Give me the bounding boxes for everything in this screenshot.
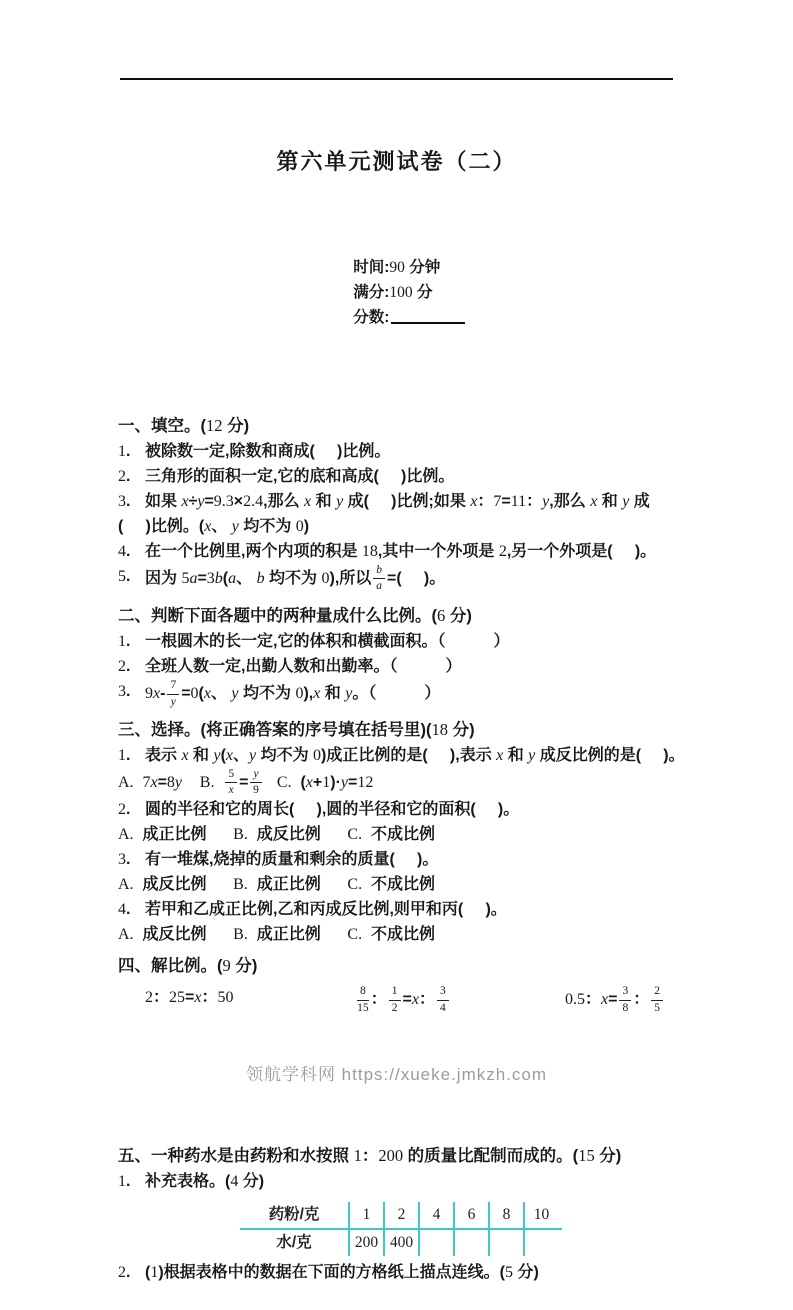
number-text: 1 bbox=[322, 773, 331, 791]
equation: 0.5：x= $\frac{3}{8}$ ： $\frac{2}{5}$ bbox=[565, 985, 665, 1014]
section-heading: 二、判断下面各题中的两种量成什么比例。(6 分) bbox=[118, 606, 472, 626]
question-line bbox=[118, 897, 675, 922]
number-text: 4 bbox=[439, 1001, 446, 1014]
number-text: 4 bbox=[432, 1206, 441, 1224]
question-text: A. 成反比例 B. 成正比例 C. 不成比例 bbox=[118, 876, 435, 894]
question-line bbox=[118, 768, 675, 797]
number-text: 3 bbox=[118, 851, 126, 869]
number-text: 3 bbox=[118, 683, 126, 701]
math-variable: x bbox=[150, 773, 158, 791]
row-header-cell: 药粉/克 bbox=[268, 1206, 320, 1224]
section-heading: 一、填空。(12 分) bbox=[118, 416, 250, 435]
number-text: B. bbox=[233, 826, 248, 844]
number-text: 0 bbox=[313, 746, 322, 764]
number-text: 400 bbox=[389, 1234, 414, 1252]
fraction bbox=[167, 679, 179, 708]
number-text: B. bbox=[199, 773, 215, 791]
equation: $\frac{8}{15}$ ： $\frac{1}{2}$ =x： $\frac{3}{4}$ bbox=[355, 985, 565, 1014]
number-text: 0 bbox=[190, 685, 199, 703]
number-text: 7 bbox=[493, 493, 502, 510]
fraction-numerator bbox=[357, 985, 369, 1000]
number-text: 1 bbox=[391, 985, 398, 998]
fraction bbox=[619, 985, 631, 1014]
section-heading: 五、一种药水是由药粉和水按照 1：200 的质量比配制而成的。(15 分) bbox=[118, 1145, 622, 1165]
question-text: 表示 x 和 y(x、y 均不为 0)成正比例的是( ),表示 x 和 y 成反比例的是( )。 bbox=[145, 746, 685, 764]
number-text: C. bbox=[347, 926, 363, 944]
ratio-table bbox=[240, 1202, 562, 1256]
table-cell bbox=[453, 1202, 488, 1228]
number-text: 2 bbox=[118, 468, 126, 485]
math-variable: y bbox=[622, 493, 630, 510]
number-text: 18 bbox=[431, 719, 448, 739]
number-text: 1 bbox=[118, 1172, 126, 1190]
math-variable: b bbox=[214, 569, 223, 587]
number-text: C. bbox=[276, 773, 292, 791]
number-text: 200 bbox=[378, 1145, 404, 1165]
number-text: 9.3 bbox=[213, 493, 234, 510]
score-blank[interactable] bbox=[391, 322, 465, 324]
number-text: A. bbox=[118, 826, 134, 844]
fraction-numerator bbox=[389, 985, 401, 1000]
question-line bbox=[118, 489, 675, 514]
question-number: 1. bbox=[118, 633, 131, 651]
math-variable: x bbox=[204, 518, 212, 535]
row-header-cell: 水/克 bbox=[276, 1234, 312, 1252]
question-number: 5. bbox=[118, 568, 131, 585]
number-text: 5 bbox=[118, 568, 126, 585]
number-text: 3 bbox=[439, 985, 446, 998]
number-text: A. bbox=[118, 773, 134, 791]
fraction-numerator bbox=[437, 985, 449, 1000]
question-text: 补充表格。(4 分) bbox=[145, 1172, 265, 1190]
fraction-denominator bbox=[167, 695, 179, 709]
blank-fill-cell[interactable] bbox=[488, 1230, 523, 1256]
question-number: 4. bbox=[118, 901, 131, 919]
question-number: 4. bbox=[118, 543, 131, 560]
math-variable: b bbox=[376, 564, 383, 576]
table-cell bbox=[348, 1202, 383, 1228]
math-variable: x bbox=[181, 746, 189, 764]
fraction-denominator bbox=[651, 1001, 663, 1015]
number-text: 2 bbox=[118, 1263, 126, 1281]
table-cell bbox=[418, 1202, 453, 1228]
number-text: 0.5 bbox=[565, 991, 585, 1009]
math-variable: x bbox=[313, 685, 321, 703]
number-text: 5 bbox=[505, 1263, 513, 1281]
math-variable: x bbox=[225, 746, 234, 764]
number-text: B. bbox=[233, 926, 248, 944]
number-text: 2 bbox=[397, 1206, 406, 1224]
question-line bbox=[118, 822, 675, 847]
question-line bbox=[118, 539, 675, 564]
number-text: 2.4 bbox=[243, 493, 264, 510]
number-text: 0 bbox=[321, 569, 330, 587]
number-text: 3 bbox=[622, 985, 629, 998]
math-variable: x bbox=[203, 685, 211, 703]
number-text: 0 bbox=[295, 518, 304, 535]
math-variable: y bbox=[542, 493, 550, 510]
question-number: 1. bbox=[118, 746, 131, 764]
fraction-numerator bbox=[619, 985, 631, 1000]
question-text: ( )比例。(x、 y 均不为 0) bbox=[118, 518, 310, 535]
fraction-numerator bbox=[651, 985, 663, 1000]
blank-fill-cell[interactable] bbox=[453, 1230, 488, 1256]
number-text: 3 bbox=[206, 569, 215, 587]
number-text: 2 bbox=[118, 801, 126, 819]
fraction-denominator bbox=[389, 1001, 401, 1015]
question-sections bbox=[118, 413, 685, 1285]
fraction-numerator bbox=[250, 768, 261, 783]
meta-score-label: 分数: bbox=[353, 309, 390, 326]
section-2 bbox=[118, 603, 675, 708]
number-text: 50 bbox=[217, 989, 234, 1007]
number-text: 11 bbox=[510, 493, 527, 510]
fraction-denominator bbox=[250, 783, 261, 797]
number-text: A. bbox=[118, 926, 134, 944]
question-text: 有一堆煤,烧掉的质量和剩余的质量( )。 bbox=[145, 851, 439, 869]
fraction-numerator bbox=[373, 564, 385, 579]
number-text: 5 bbox=[181, 569, 190, 587]
question-line bbox=[118, 922, 675, 947]
question-number: 3. bbox=[118, 493, 131, 510]
paper-content bbox=[118, 0, 685, 1310]
number-text: 15 bbox=[578, 1145, 595, 1165]
math-variable: y bbox=[174, 773, 183, 791]
blank-fill-cell[interactable] bbox=[523, 1230, 558, 1256]
section-3 bbox=[118, 717, 685, 947]
number-text: C. bbox=[347, 876, 363, 894]
table-cell bbox=[488, 1202, 523, 1228]
proportion-equations bbox=[118, 985, 675, 1014]
question-line bbox=[118, 847, 675, 872]
math-variable: y bbox=[528, 746, 536, 764]
question-number: 2. bbox=[118, 468, 131, 485]
blank-fill-cell[interactable] bbox=[418, 1230, 453, 1256]
question-line bbox=[118, 872, 675, 897]
question-line bbox=[118, 629, 675, 654]
number-text: 1 bbox=[362, 1206, 371, 1224]
math-variable: y bbox=[253, 767, 259, 780]
table-cell bbox=[523, 1202, 558, 1228]
fraction-denominator bbox=[619, 1001, 631, 1015]
fraction bbox=[373, 564, 385, 593]
math-variable: x bbox=[411, 991, 419, 1009]
question-line bbox=[118, 514, 675, 539]
number-text: 1 bbox=[353, 1145, 362, 1165]
number-text: 6 bbox=[437, 606, 446, 626]
question-text: 一根圆木的长一定,它的体积和横截面积。（ ） bbox=[145, 633, 510, 651]
section-4 bbox=[118, 953, 675, 1014]
number-text: 2 bbox=[498, 543, 507, 560]
fraction bbox=[437, 985, 449, 1014]
number-text: 3 bbox=[118, 493, 126, 510]
question-text: 三角形的面积一定,它的底和高成( )比例。 bbox=[145, 468, 455, 485]
number-text: 18 bbox=[361, 543, 378, 560]
fraction bbox=[389, 985, 401, 1014]
number-text: 5 bbox=[654, 1001, 660, 1014]
question-text: 全班人数一定,出勤人数和出勤率。（ ） bbox=[145, 658, 462, 676]
section-heading: 四、解比例。(9 分) bbox=[118, 956, 258, 976]
meta-time: 时间:90 分钟 bbox=[353, 259, 441, 276]
math-variable: y bbox=[231, 518, 239, 535]
question-text: 因为 5a=3b(a、 b 均不为 0),所以 $\frac{b}{a}$ =( )。 bbox=[145, 564, 446, 593]
section-heading: 三、选择。(将正确答案的序号填在括号里)(18 分) bbox=[118, 719, 475, 739]
question-line bbox=[118, 679, 675, 708]
fraction-numerator bbox=[167, 679, 179, 694]
math-variable: x bbox=[228, 784, 234, 797]
fraction-denominator bbox=[357, 1001, 369, 1015]
number-text: 6 bbox=[467, 1206, 476, 1224]
number-text: 4 bbox=[230, 1172, 239, 1190]
number-text: 4 bbox=[118, 901, 126, 919]
math-variable: y bbox=[231, 685, 239, 703]
fraction-denominator bbox=[373, 579, 385, 593]
fraction bbox=[225, 768, 237, 797]
number-text: 1 bbox=[118, 746, 126, 764]
fraction-denominator bbox=[437, 1001, 449, 1015]
question-number: 3. bbox=[118, 851, 131, 869]
math-variable: y bbox=[336, 493, 344, 510]
question-line bbox=[118, 797, 675, 822]
math-variable: x bbox=[181, 493, 189, 510]
math-variable: x bbox=[194, 989, 202, 1007]
question-number: 2. bbox=[118, 1263, 131, 1281]
math-variable: a bbox=[189, 569, 198, 587]
number-text: A. bbox=[118, 876, 134, 894]
question-number: 2. bbox=[118, 801, 131, 819]
exam-meta bbox=[118, 230, 675, 355]
question-line bbox=[118, 564, 675, 593]
math-variable: y bbox=[340, 773, 349, 791]
question-line bbox=[118, 654, 675, 679]
number-text: 2 bbox=[145, 989, 153, 1007]
table-cell bbox=[348, 1230, 383, 1256]
math-variable: y bbox=[197, 493, 205, 510]
question-text: A. 成正比例 B. 成反比例 C. 不成比例 bbox=[118, 826, 435, 844]
math-variable: y bbox=[170, 695, 176, 708]
fraction bbox=[651, 985, 663, 1014]
section-1 bbox=[118, 413, 675, 593]
question-text: 在一个比例里,两个内项的积是 18,其中一个外项是 2,另一个外项是( )。 bbox=[145, 543, 657, 560]
equation: 2：25=x：50 bbox=[145, 989, 234, 1007]
math-variable: y bbox=[213, 746, 221, 764]
number-text: 0 bbox=[295, 685, 304, 703]
number-text: 12 bbox=[206, 416, 223, 435]
math-variable: y bbox=[345, 685, 353, 703]
math-variable: x bbox=[470, 493, 478, 510]
math-variable: x bbox=[305, 773, 313, 791]
table-cell bbox=[383, 1230, 418, 1256]
number-text: 8 bbox=[622, 1001, 629, 1014]
question-line bbox=[118, 464, 675, 489]
math-variable: x bbox=[496, 746, 504, 764]
number-text: 8 bbox=[166, 773, 175, 791]
question-text: 圆的半径和它的周长( ),圆的半径和它的面积( )。 bbox=[145, 801, 520, 819]
number-text: 9 bbox=[253, 784, 259, 797]
number-text: 5 bbox=[228, 767, 235, 780]
number-text: 8 bbox=[502, 1206, 511, 1224]
fraction bbox=[357, 985, 369, 1014]
math-variable: y bbox=[249, 746, 257, 764]
math-variable: x bbox=[590, 493, 598, 510]
number-text: 1 bbox=[118, 633, 126, 651]
question-text: (1)根据表格中的数据在下面的方格纸上描点连线。(5 分) bbox=[145, 1263, 539, 1281]
fraction-numerator bbox=[225, 768, 237, 783]
page-title: 第六单元测试卷（二） bbox=[276, 149, 517, 174]
question-line bbox=[118, 1169, 675, 1194]
number-text: 12 bbox=[357, 773, 374, 791]
number-text: 10 bbox=[533, 1206, 550, 1224]
math-variable: x bbox=[304, 493, 312, 510]
fraction-denominator bbox=[225, 783, 237, 797]
question-number: 1. bbox=[118, 443, 131, 460]
question-line bbox=[118, 439, 675, 464]
table-row-powder bbox=[240, 1202, 562, 1230]
question-text: 若甲和乙成正比例,乙和丙成反比例,则甲和丙( )。 bbox=[145, 901, 507, 919]
question-text: 如果 x÷y=9.3×2.4,那么 x 和 y 成( )比例;如果 x：7=11：y,那么 x 和 y 成 bbox=[145, 493, 650, 510]
number-text: 25 bbox=[169, 989, 186, 1007]
question-number: 3. bbox=[118, 683, 131, 701]
number-text: 100 bbox=[389, 284, 413, 301]
question-line bbox=[118, 743, 685, 768]
question-number: 2. bbox=[118, 658, 131, 676]
number-text: 8 bbox=[360, 985, 366, 998]
math-variable: a bbox=[376, 580, 383, 593]
meta-full-score: 满分:100 分 bbox=[353, 284, 433, 301]
number-text: 4 bbox=[118, 543, 126, 560]
section-5 bbox=[118, 1143, 675, 1285]
question-text: 被除数一定,除数和商成( )比例。 bbox=[145, 443, 391, 460]
math-variable: a bbox=[228, 569, 237, 587]
number-text: 2 bbox=[654, 985, 660, 998]
math-variable: x bbox=[153, 685, 161, 703]
number-text: 200 bbox=[354, 1234, 379, 1252]
table-row-water bbox=[240, 1230, 562, 1256]
number-text: 7 bbox=[142, 773, 151, 791]
question-text: A. 7x=8y B. $\frac{5}{x}$ = $\frac{y}{9}$ C. (x+1)·y=12 bbox=[118, 767, 374, 797]
number-text: 7 bbox=[170, 679, 177, 692]
question-line bbox=[118, 1260, 675, 1285]
number-text: 2 bbox=[118, 658, 126, 676]
question-text: 9x- $\frac{7}{y}$ =0(x、 y 均不为 0),x 和 y。（ ） bbox=[145, 679, 441, 708]
number-text: 2 bbox=[391, 1001, 398, 1014]
number-text: 15 bbox=[357, 1001, 369, 1014]
table-cell bbox=[383, 1202, 418, 1228]
number-text: C. bbox=[347, 826, 363, 844]
question-number: 1. bbox=[118, 1172, 131, 1190]
math-variable: b bbox=[256, 569, 265, 587]
number-text: 9 bbox=[222, 956, 231, 976]
number-text: 9 bbox=[145, 685, 153, 703]
number-text: B. bbox=[233, 876, 248, 894]
number-text: 1 bbox=[118, 443, 126, 460]
question-text: A. 成反比例 B. 成正比例 C. 不成比例 bbox=[118, 926, 435, 944]
math-variable: x bbox=[601, 991, 609, 1009]
number-text: 1 bbox=[150, 1263, 159, 1281]
number-text: 90 bbox=[389, 259, 405, 276]
watermark: 领航学科网 https://xueke.jmkzh.com bbox=[245, 1065, 548, 1084]
fraction bbox=[250, 768, 261, 797]
